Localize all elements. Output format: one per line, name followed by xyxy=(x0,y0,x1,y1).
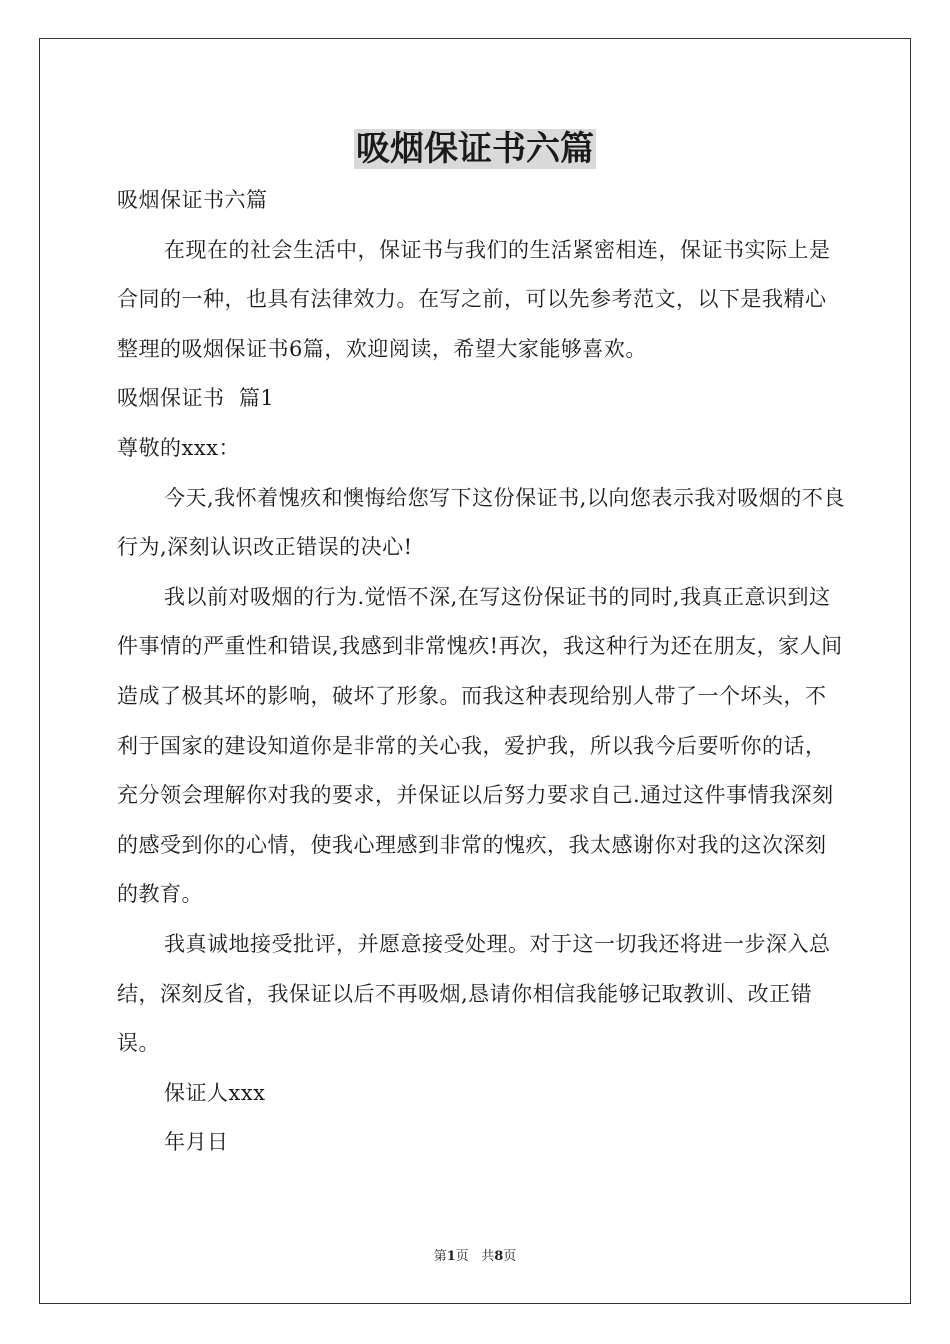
intro-paragraph: 在现在的社会生活中，保证书与我们的生活紧密相连，保证书实际上是合同的一种，也具有法律效力。在写之前，可以先参考范文，以下是我精心整理的吸烟保证书6篇，欢迎阅读，希望大家能够喜欢。 xyxy=(117,237,831,361)
total-pages: 8 xyxy=(494,1249,504,1264)
body-paragraph-1: 今天,我怀着愧疚和懊悔给您写下这份保证书,以向您表示我对吸烟的不良行为,深刻认识改正错误的决心! xyxy=(117,485,845,560)
salutation: 尊敬的xxx： xyxy=(117,435,241,460)
total-suffix: 页 xyxy=(503,1249,517,1264)
date-line: 年月日 xyxy=(164,1130,229,1155)
page-number: 1 xyxy=(446,1249,456,1264)
body-paragraph-2: 我以前对吸烟的行为.觉悟不深,在写这份保证书的同时,我真正意识到这件事情的严重性和错误,我感到非常愧疚!再次，我这种行为还在朋友，家人间造成了极其坏的影响，破坏了形象。而我这种表现给别人带了一个坏头，不利于国家的建设知道你是非常的关心我，爱护我，所以我今后要听你的话，充分领会理解你对我的要求，并保证以后努力要求自己.通过这件事情我深刻的感受到你的心情，使我心理感到非常的愧疚，我太感谢你对我的这次深刻的教育。 xyxy=(117,584,843,907)
section-heading: 吸烟保证书 篇1 xyxy=(117,386,275,411)
page-prefix: 第 xyxy=(433,1249,447,1264)
title-text: 吸烟保证书六篇 xyxy=(356,129,594,169)
document-title xyxy=(0,126,950,172)
signature: 保证人xxx xyxy=(164,1080,266,1105)
document-body xyxy=(117,176,847,1168)
subtitle: 吸烟保证书六篇 xyxy=(117,188,268,212)
body-paragraph-3: 我真诚地接受批评，并愿意接受处理。对于这一切我还将进一步深入总结，深刻反省，我保证以后不再吸烟,恳请你相信我能够记取教训、改正错误。 xyxy=(117,931,831,1056)
total-prefix: 共 xyxy=(481,1249,495,1264)
page-suffix: 页 xyxy=(455,1249,469,1264)
page-footer xyxy=(0,1248,950,1266)
